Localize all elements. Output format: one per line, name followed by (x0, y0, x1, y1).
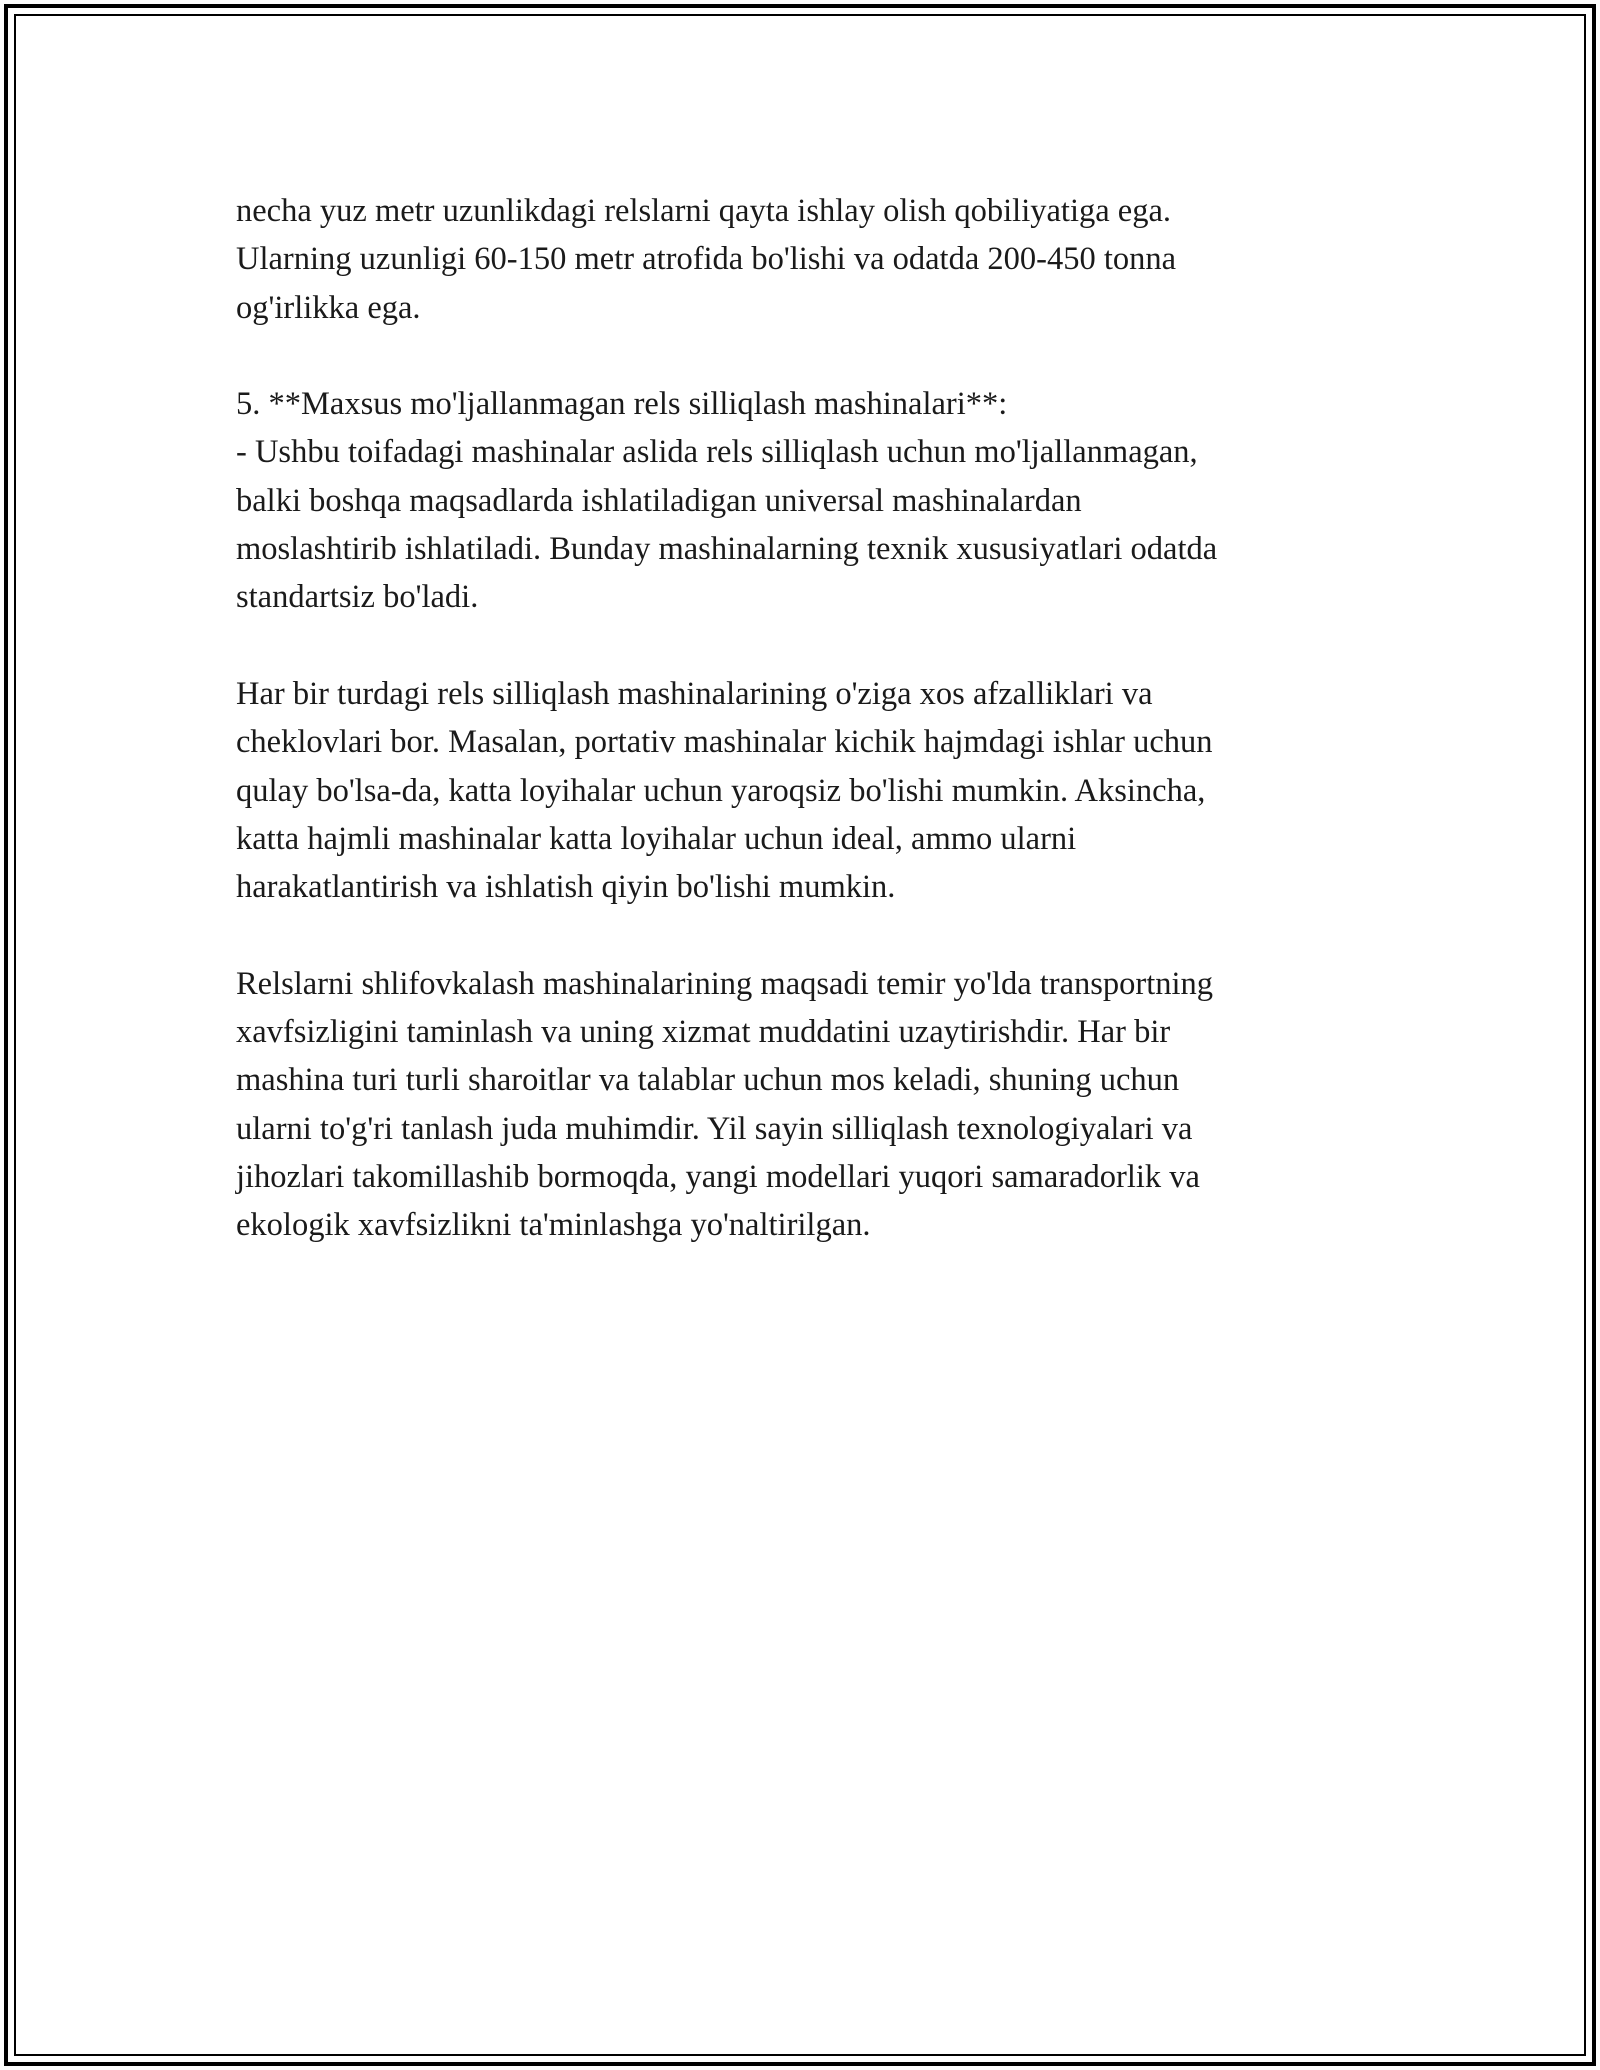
paragraph-continuation: necha yuz metr uzunlikdagi relslarni qayta ishlay olish qobiliyatiga ega. Ularning uzunligi 60-150 metr atrofida bo'lishi va odatda 200-450 tonna og'irlikka ega. (236, 193, 1177, 326)
paragraph-list-item-5: 5. **Maxsus mo'ljallanmagan rels silliqlash mashinalari**: - Ushbu toifadagi mashinalar aslida rels silliqlash uchun mo'ljallanmagan, balki boshqa maqsadlarda ishlatiladigan universal mashinalardan moslashtirib ishlatiladi. Bunday mashinalarning texnik xususiyatlari odatda standartsiz bo'ladi. (236, 386, 1218, 616)
paragraph-advantages: Har bir turdagi rels silliqlash mashinalarining o'ziga xos afzalliklari va cheklovlari bor. Masalan, portativ mashinalar kichik hajmdagi ishlar uchun qulay bo'lsa-da, katta loyihalar uchun yaroqsiz bo'lishi mumkin. Aksincha, katta hajmli mashinalar katta loyihalar uchun ideal, ammo ularni harakatlantirish va ishlatish qiyin bo'lishi mumkin. (236, 675, 1213, 906)
paragraph-conclusion: Relslarni shlifovkalash mashinalarining maqsadi temir yo'lda transportning xavfsizligini taminlash va uning xizmat muddatini uzaytirishdir. Har bir mashina turi turli sharoitlar va talablar uchun mos keladi, shuning uchun ularni to'g'ri tanlash juda muhimdir. Yil sayin silliqlash texnologiyalari va jihozlari takomillashib bormoqda, yangi modellari yuqori samaradorlik va ekologik xavfsizlikni ta'minlashga yo'naltirilgan. (236, 965, 1214, 1244)
document-body (236, 187, 1416, 1250)
